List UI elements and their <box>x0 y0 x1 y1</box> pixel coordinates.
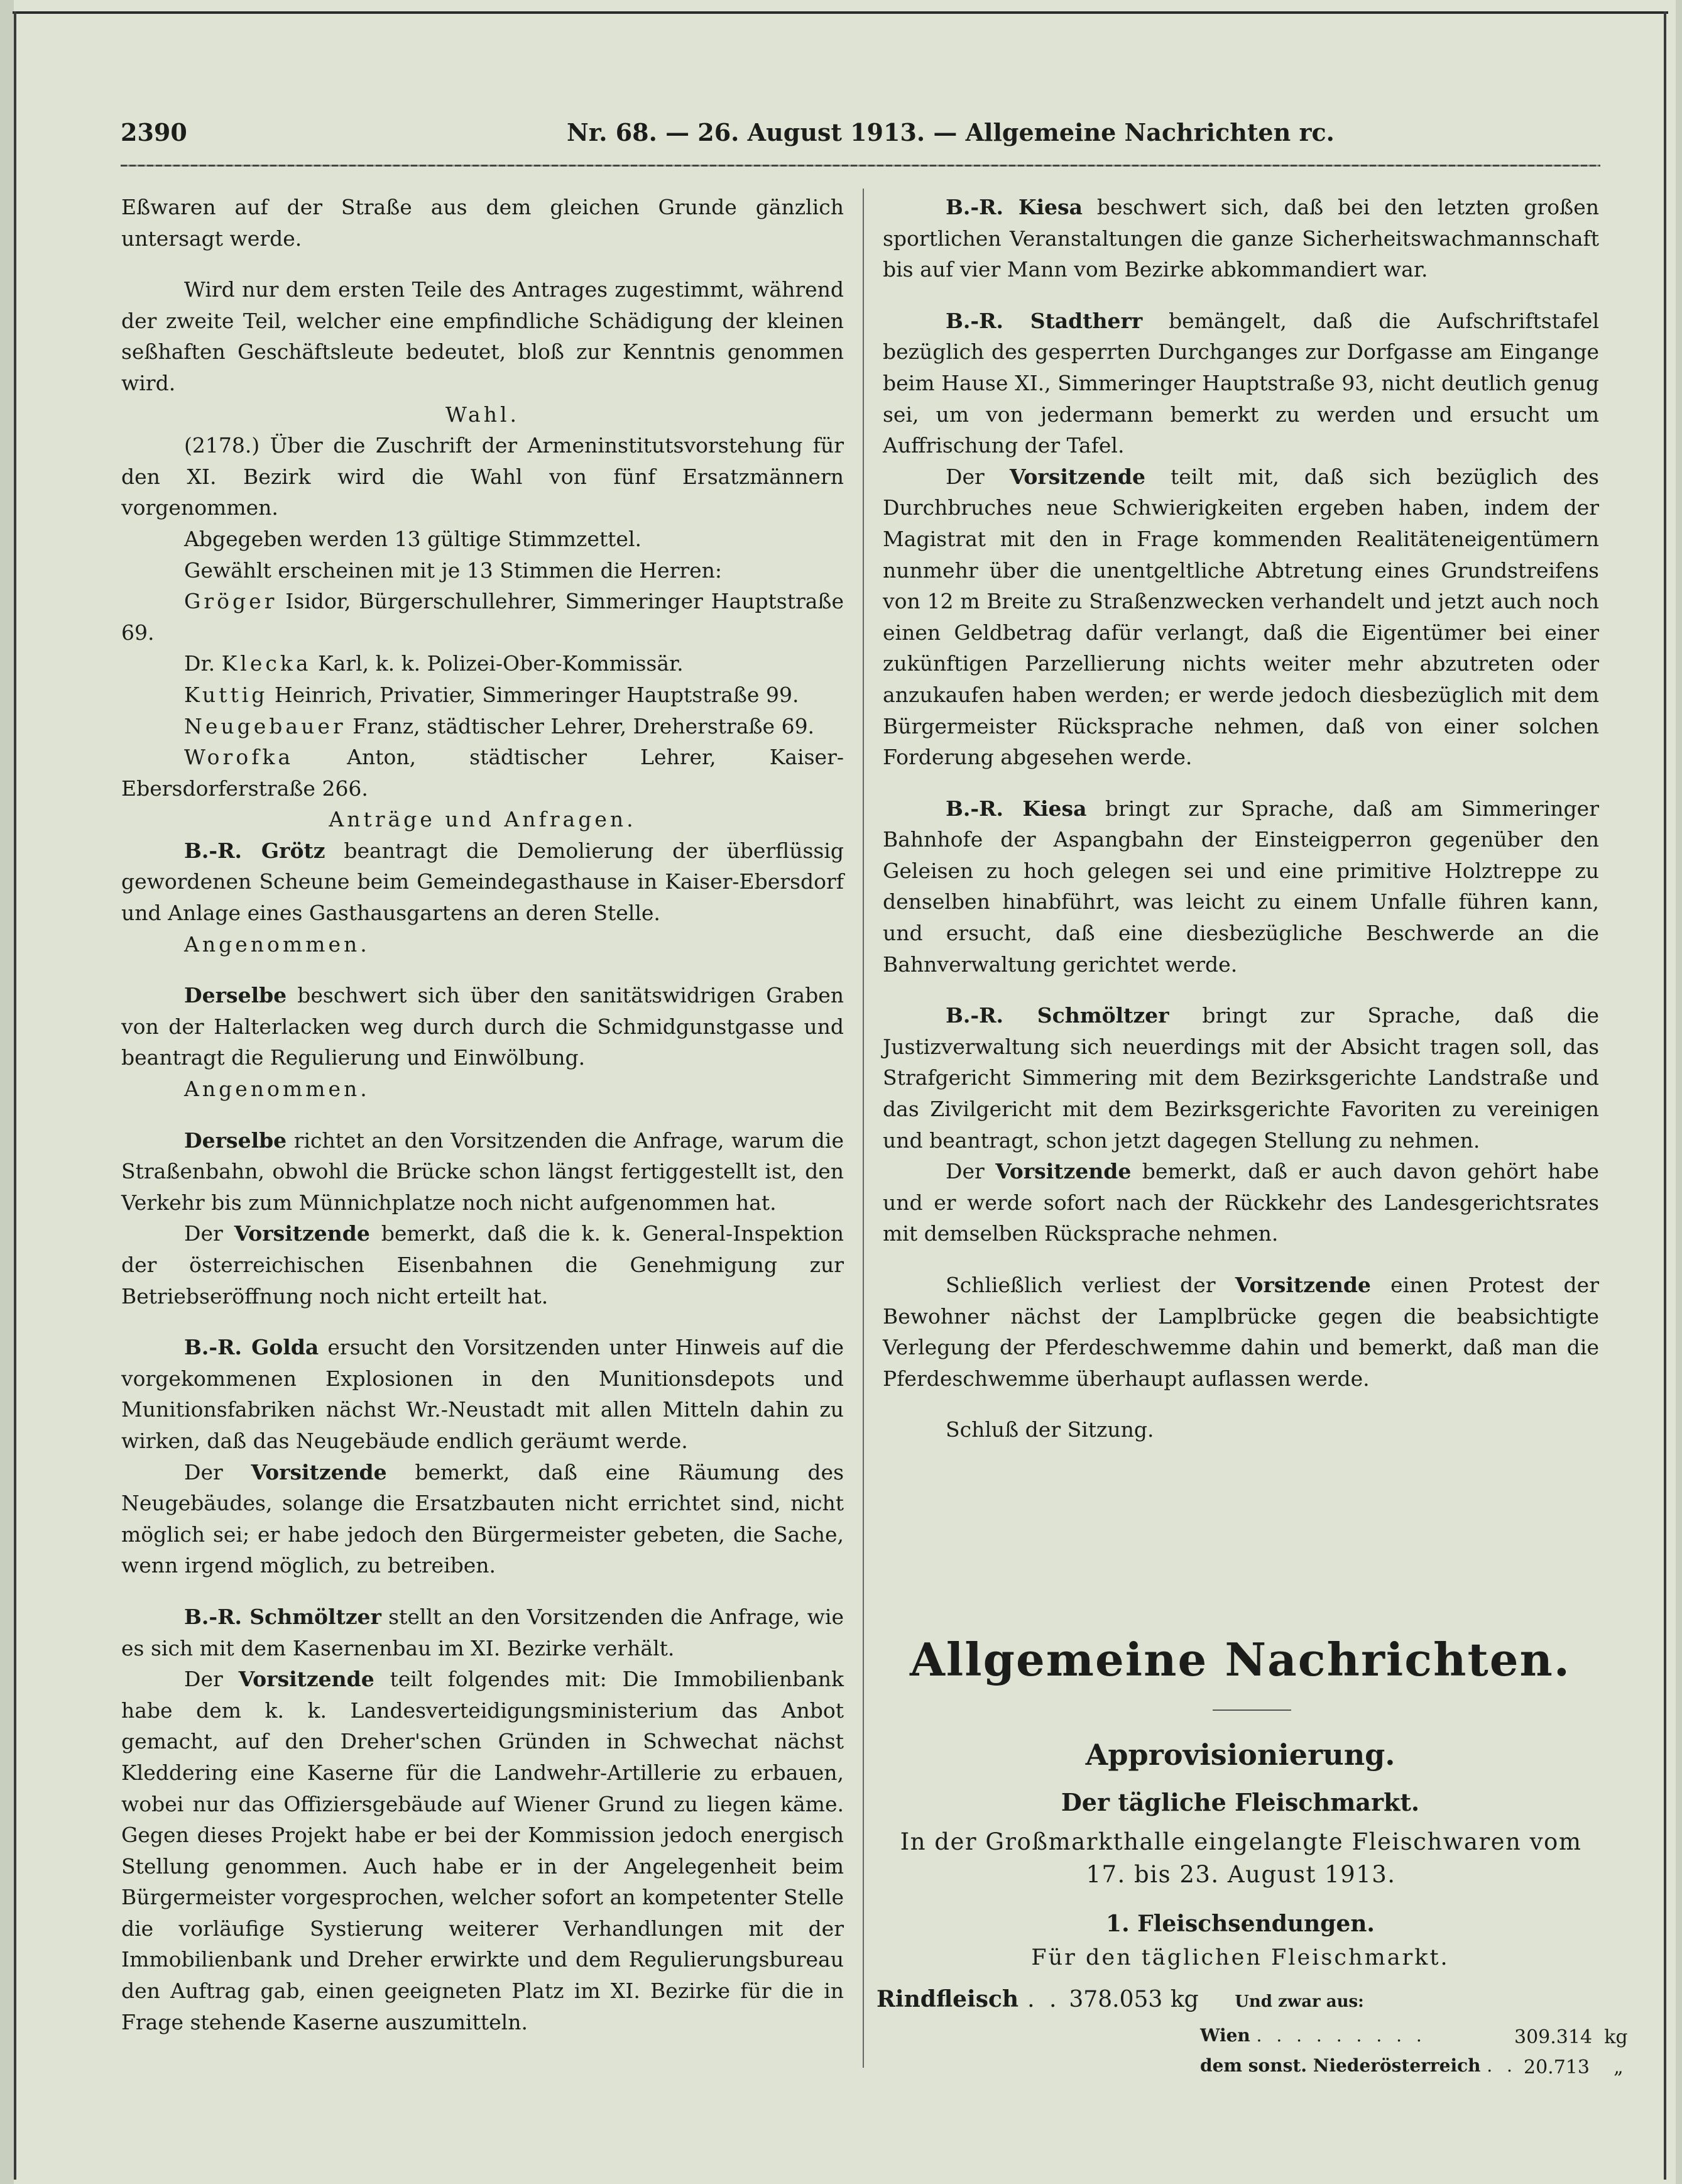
member-name: Gröger <box>184 589 278 614</box>
shipments-subtitle: Für den täglichen Fleischmarkt. <box>1031 1945 1450 1970</box>
leader-dots: . . <box>1027 1987 1061 2012</box>
speaker-name: B.-R. Golda <box>184 1335 319 1360</box>
beef-row <box>876 1986 1364 2012</box>
paragraph: Abgegeben werden 13 gültige Stimmzettel. <box>184 526 642 551</box>
row-label: dem sonst. Niederösterreich <box>1200 2055 1481 2076</box>
paragraph: B.-R. Kiesa bringt zur Sprache, daß am Simmeringer Bahnhofe der Aspangbahn der Einsteigperron gegenüber den Geleisen zu hoch gelegen sei und eine primitive Holztreppe zu denselben hinabführt, was leicht zu einem Unfalle führen kann, und ersucht, daß eine diesbezügliche Beschwerde an die Bahnverwaltung gerichtet werde. <box>883 796 1599 977</box>
elected-member: Dr. Klecka Karl, k. k. Polizei-Ober-Kommissär. <box>184 651 684 676</box>
speaker-name: B.-R. Kiesa <box>946 796 1087 821</box>
paragraph: B.-R. Schmöltzer bringt zur Sprache, daß die Justizverwaltung sich neuerdings mit der Absicht tragen soll, das Strafgericht Simmering mit dem Bezirksgerichte Landstraße und das Zivilgericht mit dem Bezirksgerichte Favoriten zu vereinigen und beantragt, schon jetzt dagegen Stellung zu nehmen. <box>883 1003 1599 1153</box>
speaker-name: Vorsitzende <box>251 1459 387 1484</box>
elected-member: Neugebauer Franz, städtischer Lehrer, Dreherstraße 69. <box>184 713 815 738</box>
row-label: Rindfleisch <box>876 1986 1019 2012</box>
row-amount-with-unit: 20.713 „ <box>1524 2056 1624 2078</box>
speaker-name: Vorsitzende <box>995 1159 1132 1184</box>
header-rule <box>121 165 1600 167</box>
right-column <box>883 192 1599 1446</box>
section-heading-antraege: Anträge und Anfragen. <box>329 807 636 832</box>
paragraph: B.-R. Golda ersucht den Vorsitzenden unter Hinweis auf die vorgekommenen Explosionen in den Munitionsdepots und Munitionsfabriken nächst Wr.-Neustadt mit allen Mitteln dahin zu wirken, daß das Neugebäude endlich geräumt werde. <box>121 1335 844 1453</box>
speaker-name: B.-R. Schmöltzer <box>946 1003 1169 1028</box>
paragraph: Der Vorsitzende bemerkt, daß eine Räumung des Neugebäudes, solange die Ersatzbauten nicht errichtet sind, nicht möglich sei; er habe jedoch den Bürgermeister gebeten, die Sache, wenn irgend möglich, zu betreiben. <box>121 1459 844 1578</box>
elected-member: Gröger Isidor, Bürgerschullehrer, Simmeringer Hauptstraße 69. <box>121 589 844 645</box>
resolution: Angenommen. <box>184 931 370 957</box>
row-label: Wien <box>1200 2025 1250 2046</box>
row-amount: 378.053 <box>1069 1987 1163 2012</box>
news-section-title: Allgemeine Nachrichten. <box>910 1633 1571 1686</box>
member-name: Worofka <box>184 745 294 770</box>
member-name: Kuttig <box>184 682 268 707</box>
speaker-name: Vorsitzende <box>234 1221 370 1246</box>
paragraph: B.-R. Schmöltzer stellt an den Vorsitzenden die Anfrage, wie es sich mit dem Kasernenbau im XI. Bezirke verhält. <box>121 1604 844 1660</box>
elected-member: Worofka Anton, städtischer Lehrer, Kaiser-Ebersdorferstraße 266. <box>121 745 844 801</box>
page-frame-top <box>13 11 1668 14</box>
member-name: Neugebauer <box>184 713 346 738</box>
paragraph: Derselbe beschwert sich über den sanitätswidrigen Graben von der Halterlacken weg durch durch die Schmidgunstgasse und beantragt die Regulierung und Einwölbung. <box>121 983 844 1070</box>
speaker-name: Vorsitzende <box>238 1667 374 1692</box>
leader-dots: . . <box>1487 2055 1517 2076</box>
paragraph: Derselbe richtet an den Vorsitzenden die Anfrage, warum die Straßenbahn, obwohl die Brücke schon längst fertiggestellt ist, den Verkehr bis zum Münnichplatze noch nicht aufgenommen hat. <box>121 1128 844 1215</box>
leader-dots: . . . . . . . . . <box>1256 2025 1426 2046</box>
paragraph: Schließlich verliest der Vorsitzende einen Protest der Bewohner nächst der Lamplbrücke gegen die beabsichtigte Verlegung der Pferdeschwemme dahin und bemerkt, daß man die Pferdeschwemme überhaupt auflassen werde. <box>883 1273 1599 1391</box>
speaker-name: B.-R. Grötz <box>184 838 325 863</box>
paragraph: (2178.) Über die Zuschrift der Armeninstitutsvorstehung für den XI. Bezirk wird die Wahl von fünf Ersatzmännern vorgenommen. <box>121 433 844 520</box>
paragraph: B.-R. Stadtherr bemängelt, daß die Aufschriftstafel bezüglich des gesperrten Durchganges zur Dorfgasse am Eingange beim Hause XI., Simmeringer Hauptstraße 93, nicht deutlich genug sei, um von jedermann bemerkt zu werden und ersucht um Auffrischung der Tafel. <box>883 308 1600 458</box>
speaker-name: B.-R. Stadtherr <box>946 308 1143 333</box>
market-intro: In der Großmarkthalle eingelangte Fleischwaren vom 17. bis 23. August 1913. <box>900 1828 1582 1888</box>
member-name: Klecka <box>221 651 312 676</box>
news-subtitle: Approvisionierung. <box>1085 1738 1395 1772</box>
speaker-name: B.-R. Schmöltzer <box>184 1604 381 1629</box>
title-rule <box>1213 1709 1291 1711</box>
paragraph: Der Vorsitzende bemerkt, daß die k. k. General-Inspektion der österreichischen Eisenbahnen die Genehmigung zur Betriebseröffnung noch nicht erteilt hat. <box>121 1221 844 1309</box>
page-frame-left <box>14 11 16 2180</box>
shipments-title: 1. Fleischsendungen. <box>1106 1911 1375 1937</box>
paragraph: Der Vorsitzende teilt mit, daß sich bezüglich des Durchbruches neue Schwierigkeiten ergeben haben, indem der Magistrat mit den in Frage kommenden Realitäteneigentümern nunmehr über die unentgeltliche Abtretung eines Grundstreifens von 12 m Breite zu Straßenzwecken verhandelt und jetzt auch noch einen Geldbetrag dafür verlangt, daß die Eigentümer bei einer zukünftigen Parzellierung nichts weiter mehr abzutreten oder anzukaufen haben werden; er werde jedoch diesbezüglich mit dem Bürgermeister Rücksprache nehmen, daß von einer solchen Forderung abgesehen werde. <box>883 464 1599 770</box>
speaker-name: Derselbe <box>184 983 287 1008</box>
paragraph: Der Vorsitzende teilt folgendes mit: Die Immobilienbank habe dem k. k. Landesverteidigungsministerium das Anbot gemacht, auf den Dreher'schen Gründen in Schwechat nächst Kleddering eine Kaserne für die Landwehr-Artillerie zu erbauen, wobei nur das Offiziersgebäude auf Wiener Grund zu liegen käme. Gegen dieses Projekt habe er bei der Kommission jedoch energisch Stellung genommen. Auch habe er in der Angelegenheit beim Bürgermeister vorgesprochen, welcher sofort an kompetenter Stelle die vorläufige Systierung weiterer Verhandlungen mit der Immobilienbank und Dreher erwirkte und dem Regulierungsbureau den Auftrag gab, einen geeigneten Platz im XI. Bezirke für die in Frage stehende Kaserne auszumitteln. <box>121 1667 844 2034</box>
section-heading-wahl: Wahl. <box>445 402 520 427</box>
paragraph: Gewählt erscheinen mit je 13 Stimmen die Herren: <box>184 557 723 583</box>
left-column <box>121 192 844 2038</box>
page-frame-right <box>1664 11 1666 2180</box>
paragraph: B.-R. Grötz beantragt die Demolierung der überflüssig gewordenen Scheune beim Gemeindegasthause in Kaiser-Ebersdorf und Anlage eines Gasthausgartens an deren Stelle. <box>121 838 844 926</box>
speaker-name: Vorsitzende <box>1235 1273 1371 1297</box>
closing-line: Schluß der Sitzung. <box>946 1417 1154 1442</box>
speaker-name: B.-R. Kiesa <box>946 195 1083 219</box>
breakdown-label: Und zwar aus: <box>1235 1992 1364 2011</box>
column-divider <box>863 189 864 2068</box>
paragraph: Eßwaren auf der Straße aus dem gleichen Grunde gänzlich untersagt werde. <box>121 195 844 251</box>
page-header <box>121 118 1566 156</box>
speaker-name: Derselbe <box>184 1128 287 1153</box>
resolution: Angenommen. <box>184 1077 370 1102</box>
row-unit: kg <box>1170 1987 1199 2012</box>
running-head: Nr. 68. — 26. August 1913. — Allgemeine Nachrichten rc. <box>567 118 1335 146</box>
row-amount-with-unit: 309.314 kg <box>1514 2026 1628 2048</box>
speaker-name: Vorsitzende <box>1009 464 1145 489</box>
page-number: 2390 <box>121 118 187 146</box>
breakdown-row-wien <box>1200 2025 1628 2048</box>
market-title: Der tägliche Fleischmarkt. <box>1061 1788 1420 1816</box>
paragraph: Der Vorsitzende bemerkt, daß er auch davon gehört habe und er werde sofort nach der Rückkehr des Landesgerichtsrates mit demselben Rücksprache nehmen. <box>883 1159 1599 1246</box>
elected-member: Kuttig Heinrich, Privatier, Simmeringer Hauptstraße 99. <box>184 682 799 707</box>
breakdown-row-noe <box>1200 2055 1624 2078</box>
paragraph: Wird nur dem ersten Teile des Antrages zugestimmt, während der zweite Teil, welcher eine empfindliche Schädigung der kleinen seßhaften Geschäftsleute bedeutet, bloß zur Kenntnis genommen wird. <box>121 277 844 395</box>
paragraph: B.-R. Kiesa beschwert sich, daß bei den letzten großen sportlichen Veranstaltungen die ganze Sicherheitswachmannschaft bis auf vier Mann vom Bezirke abkommandiert war. <box>883 195 1599 282</box>
